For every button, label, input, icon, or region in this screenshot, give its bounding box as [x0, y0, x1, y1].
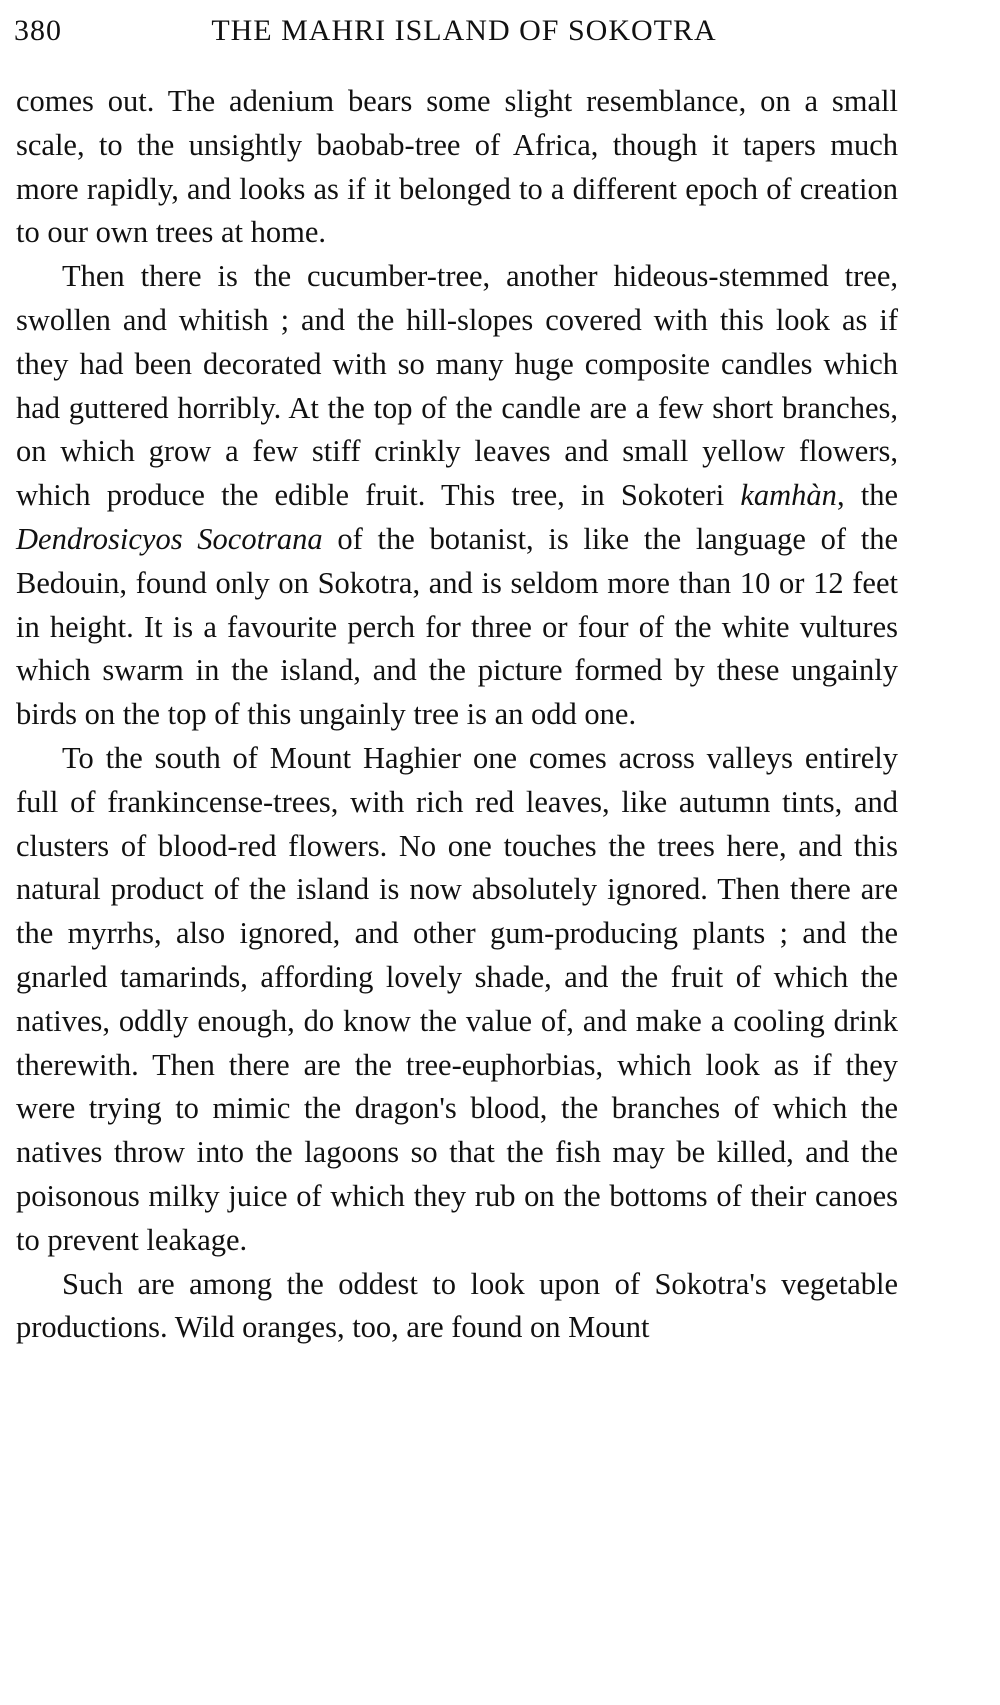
- paragraph-4: Such are among the oddest to look upon of Sokotra's vegetable productions. Wild oranges, too, are found on Mount: [16, 1266, 898, 1345]
- botanical-name: Dendrosicyos Socotrana: [16, 521, 323, 556]
- paragraph-2-text-b: , the: [836, 478, 898, 513]
- running-head: [14, 14, 894, 54]
- body-text: [16, 80, 898, 1350]
- paragraph-2-text-c: of the botanist, is like the language of the Bedouin, found only on Sokotra, and is seldom more than 10 or 12 feet in height. It is a favourite perch for three or four of the white vultures which swarm in the island, and the picture formed by these ungainly birds on the top of this ungainly tree is an odd one.: [16, 521, 898, 732]
- paragraph-1: comes out. The adenium bears some slight resemblance, on a small scale, to the unsightly baobab-tree of Africa, though it tapers much more rapidly, and looks as if it belonged to a different epoch of creation to our own trees at home.: [16, 84, 898, 250]
- running-title: THE MAHRI ISLAND OF SOKOTRA: [211, 14, 717, 47]
- page-number: 380: [14, 14, 62, 47]
- paragraph-2: [16, 255, 898, 737]
- paragraph-3: To the south of Mount Haghier one comes across valleys entirely full of frankincense-trees, with rich red leaves, like autumn tints, and clusters of blood-red flowers. No one touches the trees here, and this natural product of the island is now absolutely ignored. Then there are the myrrhs, also ignored, and other gum-producing plants ; and the gnarled tamarinds, affording lovely shade, and the fruit of which the natives, oddly enough, do know the value of, and make a cooling drink therewith. Then there are the tree-euphorbias, which look as if they were trying to mimic the dragon's blood, the branches of which the natives throw into the lagoons so that the fish may be killed, and the poisonous milky juice of which they rub on the bottoms of their canoes to prevent leakage.: [16, 740, 898, 1257]
- paragraph-2-text-a: Then there is the cucumber-tree, another hideous-stemmed tree, swollen and whitish ; and the hill-slopes covered with this look as if they had been decorated with so many huge composite candles which had guttered horribly. At the top of the candle are a few short branches, on which grow a few stiff crinkly leaves and small yellow flowers, which produce the edible fruit. This tree, in Sokoteri: [16, 259, 898, 513]
- sokoteri-name: kamhàn: [740, 478, 837, 513]
